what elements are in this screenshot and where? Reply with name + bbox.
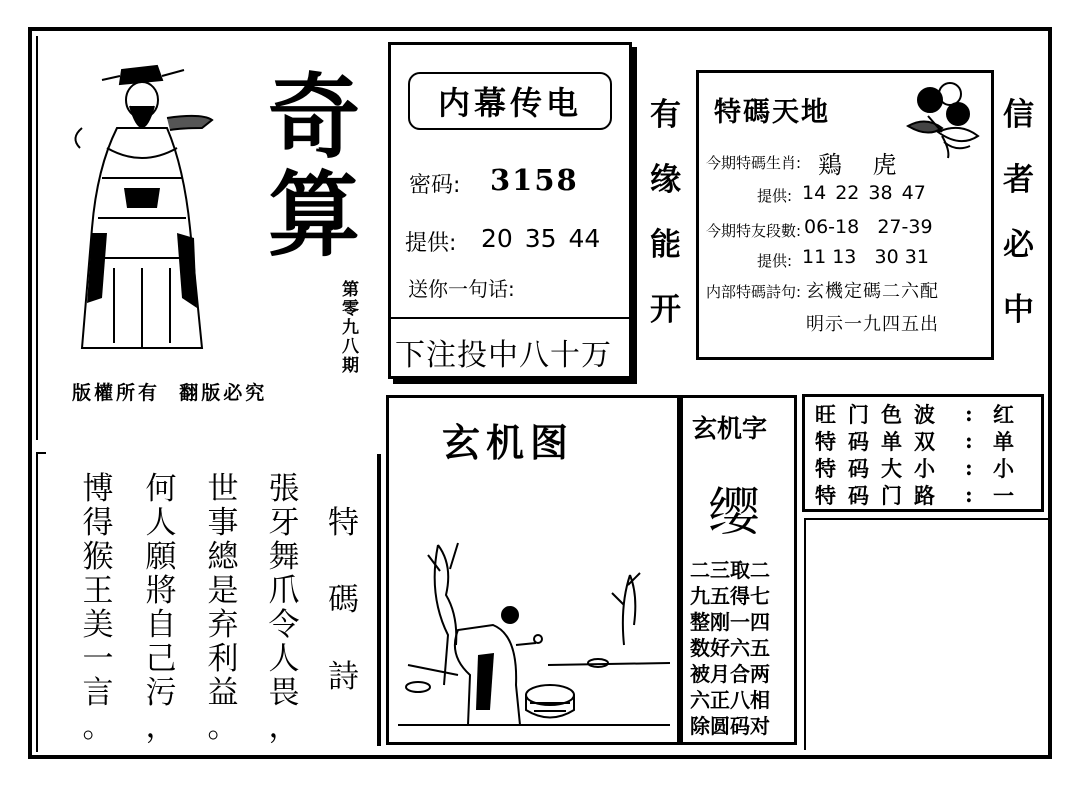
poem-title-char: 特 [328, 505, 359, 541]
title-char: 奇 [268, 64, 361, 171]
slogan-char: 信 [1003, 97, 1034, 133]
slogan-right [1003, 97, 1034, 328]
riddle-line: 整刚一四 [690, 610, 770, 634]
poem-char: ， [145, 709, 177, 745]
poem-char: 王 [82, 573, 114, 609]
left-lower-line [36, 452, 38, 752]
poem-char: 美 [82, 607, 114, 643]
main-title [268, 64, 361, 269]
riddle-line: 被月合两 [690, 662, 770, 686]
issue-char: 零 [342, 299, 359, 319]
left-border-line [36, 36, 38, 440]
segment-provide-label: 提供: [757, 252, 793, 270]
slogan-char: 有 [650, 97, 681, 133]
poem-char: 益 [207, 675, 239, 711]
sentence-text: 下注投中八十万 [395, 338, 612, 373]
riddle-line: 六正八相 [690, 688, 770, 712]
poem-column [205, 471, 241, 746]
poem-column [266, 471, 302, 746]
deity-figure-image [62, 58, 222, 368]
issue-char: 九 [342, 318, 359, 338]
poem-char: 令 [268, 607, 300, 643]
zodiac-provide-label: 提供: [757, 187, 793, 205]
segment-label: 今期特友段數: [706, 222, 802, 240]
attribute-value: 一 [993, 482, 1014, 508]
attribute-label: 特码单双 [815, 428, 947, 454]
attribute-row: 特码单双 : 单 [815, 427, 1037, 454]
poem-char: 總 [207, 539, 239, 575]
attribute-label: 特码门路 [815, 482, 947, 508]
poem-column [80, 471, 116, 746]
poem-char: 言 [82, 675, 114, 711]
xuanji-picture-title: 玄机图 [442, 421, 575, 465]
poem-char: 爪 [268, 573, 300, 609]
sentence-label: 送你一句话: [408, 277, 515, 301]
poem-char: 猴 [82, 539, 114, 575]
provide-value: 20 35 44 [481, 224, 601, 253]
poem-label: 内部特碼詩句: [706, 283, 802, 301]
poem-char: 弃 [207, 607, 239, 643]
issue-char: 第 [342, 280, 359, 300]
poem-char: 人 [145, 505, 177, 541]
poem-char: 張 [268, 471, 300, 507]
riddle-line: 二三取二 [690, 558, 770, 582]
poem-char: 一 [82, 641, 114, 677]
poem-char: 利 [207, 641, 239, 677]
poem-char: 事 [207, 505, 239, 541]
poem-char: 己 [145, 641, 177, 677]
poem-char: 舞 [268, 539, 300, 575]
attribute-value: 小 [993, 455, 1014, 481]
sentence-divider [388, 317, 632, 319]
attribute-row: 特码门路 : 一 [815, 481, 1037, 508]
poem-title-char: 碼 [328, 582, 359, 618]
poem-char: 污 [145, 675, 177, 711]
riddle-scene-image [398, 535, 670, 735]
zodiac-value: 鶏 虎 [818, 151, 897, 179]
password-label: 密码: [409, 173, 461, 198]
fruit-branch-image [898, 76, 984, 160]
segment-provide-value: 11 13 30 31 [802, 246, 929, 268]
issue-number [342, 282, 359, 375]
blank-area-line [804, 518, 806, 750]
poem-divider-line [377, 454, 381, 746]
attribute-value: 红 [993, 401, 1014, 427]
issue-char: 期 [342, 356, 359, 376]
poem-char: 畏 [268, 675, 300, 711]
poem-char: 自 [145, 607, 177, 643]
xuanji-character: 缨 [708, 483, 761, 543]
poem-char: 願 [145, 539, 177, 575]
poem-char: 何 [145, 471, 177, 507]
slogan-left [650, 97, 681, 328]
xuanji-character-title: 玄机字 [692, 414, 768, 443]
slogan-char: 开 [650, 292, 681, 328]
xuanji-riddle-lines [690, 557, 792, 739]
poem-char: ， [268, 709, 300, 745]
password-value: 3158 [490, 163, 579, 197]
segment-value: 06-18 27-39 [804, 216, 933, 238]
riddle-line: 数好六五 [690, 636, 770, 660]
attribute-label: 特码大小 [815, 455, 947, 481]
copyright-text: 版權所有 翻版必究 [72, 382, 268, 404]
slogan-char: 缘 [650, 162, 681, 198]
poem-char: 牙 [268, 505, 300, 541]
slogan-char: 能 [650, 227, 681, 263]
slogan-char: 必 [1003, 227, 1034, 263]
inner-box-title: 内幕传电 [408, 72, 612, 130]
provide-label: 提供: [405, 231, 457, 256]
poem-char: 博 [82, 471, 114, 507]
riddle-line: 九五得七 [690, 584, 770, 608]
poem-char: 。 [82, 709, 114, 745]
poem-line-2: 明示一九四五出 [806, 314, 939, 335]
attributes-bottom-line [804, 518, 1048, 520]
zodiac-label: 今期特碼生肖: [706, 154, 802, 172]
attributes-list [815, 400, 1037, 508]
poem-char: 得 [82, 505, 114, 541]
riddle-line: 除圆码对 [690, 714, 770, 738]
slogan-char: 中 [1003, 292, 1034, 328]
attribute-row: 旺门色波 : 红 [815, 400, 1037, 427]
title-char: 算 [268, 162, 361, 269]
poem-char: 將 [145, 573, 177, 609]
attribute-label: 旺门色波 [815, 401, 947, 427]
poem-char: 。 [207, 709, 239, 745]
poem-title [328, 505, 359, 695]
poem-title-char: 詩 [328, 659, 359, 695]
poem-char: 是 [207, 573, 239, 609]
attribute-row: 特码大小 : 小 [815, 454, 1037, 481]
zodiac-provide-value: 14 22 38 47 [802, 182, 926, 204]
poem-char: 世 [207, 471, 239, 507]
poem-line-1: 玄機定碼二六配 [806, 281, 939, 302]
poem-column [143, 471, 179, 746]
issue-char: 八 [342, 337, 359, 357]
slogan-char: 者 [1003, 162, 1034, 198]
poem-char: 人 [268, 641, 300, 677]
attribute-value: 单 [993, 428, 1014, 454]
special-box-title: 特碼天地 [714, 97, 830, 128]
